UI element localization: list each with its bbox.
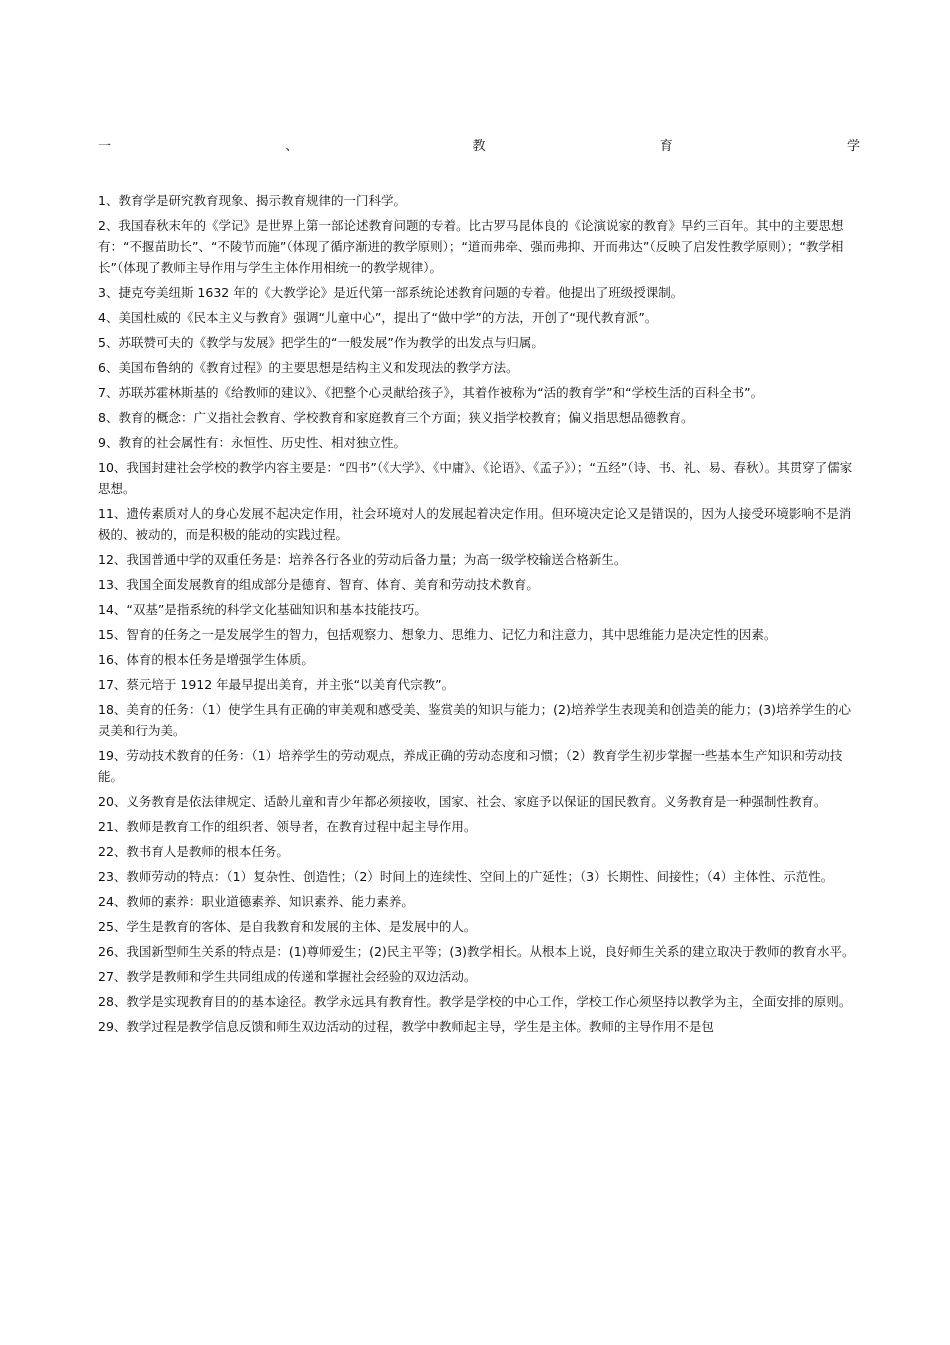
list-item: 17、蔡元培于 1912 年最早提出美育，并主张“以美育代宗教”。: [98, 677, 455, 692]
list-item: 22、教书育人是教师的根本任务。: [98, 844, 289, 859]
list-item: 19、劳动技术教育的任务：（1）培养学生的劳动观点，养成正确的劳动态度和习惯；（2）教育学生初步掌握一些基本生产知识和劳动技能。: [98, 748, 843, 784]
list-item: 4、美国杜威的《民本主义与教育》强调“儿童中心”，提出了“做中学”的方法，开创了“现代教育派”。: [98, 310, 658, 325]
list-item: 28、教学是实现教育目的的基本途径。教学永远具有教育性。教学是学校的中心工作，学校工作心须坚持以教学为主，全面安排的原则。: [98, 994, 852, 1009]
list-item: 16、体育的根本任务是增强学生体质。: [98, 652, 314, 667]
heading-char: 、: [285, 139, 299, 154]
document-body: [98, 190, 860, 1041]
heading-char: 一: [98, 139, 112, 154]
section-heading: [98, 135, 860, 155]
list-item: 14、“双基”是指系统的科学文化基础知识和基本技能技巧。: [98, 602, 427, 617]
list-item: 15、智育的任务之一是发展学生的智力，包括观察力、想象力、思维力、记忆力和注意力，其中思维能力是决定性的因素。: [98, 627, 777, 642]
heading-char: 教: [472, 139, 486, 154]
list-item: 9、教育的社会属性有：永恒性、历史性、相对独立性。: [98, 435, 406, 450]
list-item: 3、捷克夸美纽斯 1632 年的《大教学论》是近代第一部系统论述教育问题的专着。他提出了班级授课制。: [98, 285, 684, 300]
list-item: 2、我国春秋末年的《学记》是世界上第一部论述教育问题的专着。比古罗马昆体良的《论演说家的教育》早约三百年。其中的主要思想有：“不揠苗助长”、“不陵节而施”（体现了循序渐进的教学原则）；“道而弗牵、强而弗抑、开而弗达”（反映了启发性教学原则）；“教学相长”（体现了教师主导作用与学生主体作用相统一的教学规律）。: [98, 218, 844, 275]
list-item: 10、我国封建社会学校的教学内容主要是：“四书”（《大学》、《中庸》、《论语》、《孟子》）；“五经”（诗、书、礼、易、春秋）。其贯穿了儒家思想。: [98, 460, 853, 496]
list-item: 13、我国全面发展教育的组成部分是德育、智育、体育、美育和劳动技术教育。: [98, 577, 539, 592]
list-item: 24、教师的素养：职业道德素养、知识素养、能力素养。: [98, 894, 414, 909]
list-item: 20、义务教育是依法律规定、适龄儿童和青少年都必须接收，国家、社会、家庭予以保证的国民教育。义务教育是一种强制性教育。: [98, 794, 827, 809]
heading-char: 学: [846, 139, 860, 154]
list-item: 11、遗传素质对人的身心发展不起决定作用，社会环境对人的发展起着决定作用。但环境决定论又是错误的，因为人接受环境影响不是消极的、被动的，而是积极的能动的实践过程。: [98, 506, 852, 542]
list-item: 23、教师劳动的特点：（1）复杂性、创造性；（2）时间上的连续性、空间上的广延性；（3）长期性、间接性；（4）主体性、示范性。: [98, 869, 834, 884]
list-item: 29、教学过程是教学信息反馈和师生双边活动的过程，教学中教师起主导，学生是主体。教师的主导作用不是包: [98, 1019, 714, 1034]
list-item: 25、学生是教育的客体、是自我教育和发展的主体、是发展中的人。: [98, 919, 477, 934]
list-item: 7、苏联苏霍林斯基的《给教师的建议》、《把整个心灵献给孩子》，其着作被称为“活的教育学”和“学校生活的百科全书”。: [98, 385, 764, 400]
heading-char: 育: [659, 139, 673, 154]
list-item: 1、教育学是研究教育现象、揭示教育规律的一门科学。: [98, 193, 406, 208]
list-item: 8、教育的概念：广义指社会教育、学校教育和家庭教育三个方面；狭义指学校教育；偏义指思想品德教育。: [98, 410, 694, 425]
list-item: 5、苏联赞可夫的《教学与发展》把学生的“一般发展”作为教学的出发点与归属。: [98, 335, 544, 350]
list-item: 12、我国普通中学的双重任务是：培养各行各业的劳动后备力量；为高一级学校输送合格新生。: [98, 552, 627, 567]
list-item: 18、美育的任务：（1）使学生具有正确的审美观和感受美、鉴赏美的知识与能力；(2)培养学生表现美和创造美的能力；(3)培养学生的心灵美和行为美。: [98, 702, 852, 738]
list-item: 6、美国布鲁纳的《教育过程》的主要思想是结构主义和发现法的教学方法。: [98, 360, 519, 375]
list-item: 26、我国新型师生关系的特点是：(1)尊师爱生；(2)民主平等；(3)教学相长。从根本上说，良好师生关系的建立取决于教师的教育水平。: [98, 944, 855, 959]
list-item: 21、教师是教育工作的组织者、领导者，在教育过程中起主导作用。: [98, 819, 477, 834]
list-item: 27、教学是教师和学生共同组成的传递和掌握社会经验的双边活动。: [98, 969, 477, 984]
